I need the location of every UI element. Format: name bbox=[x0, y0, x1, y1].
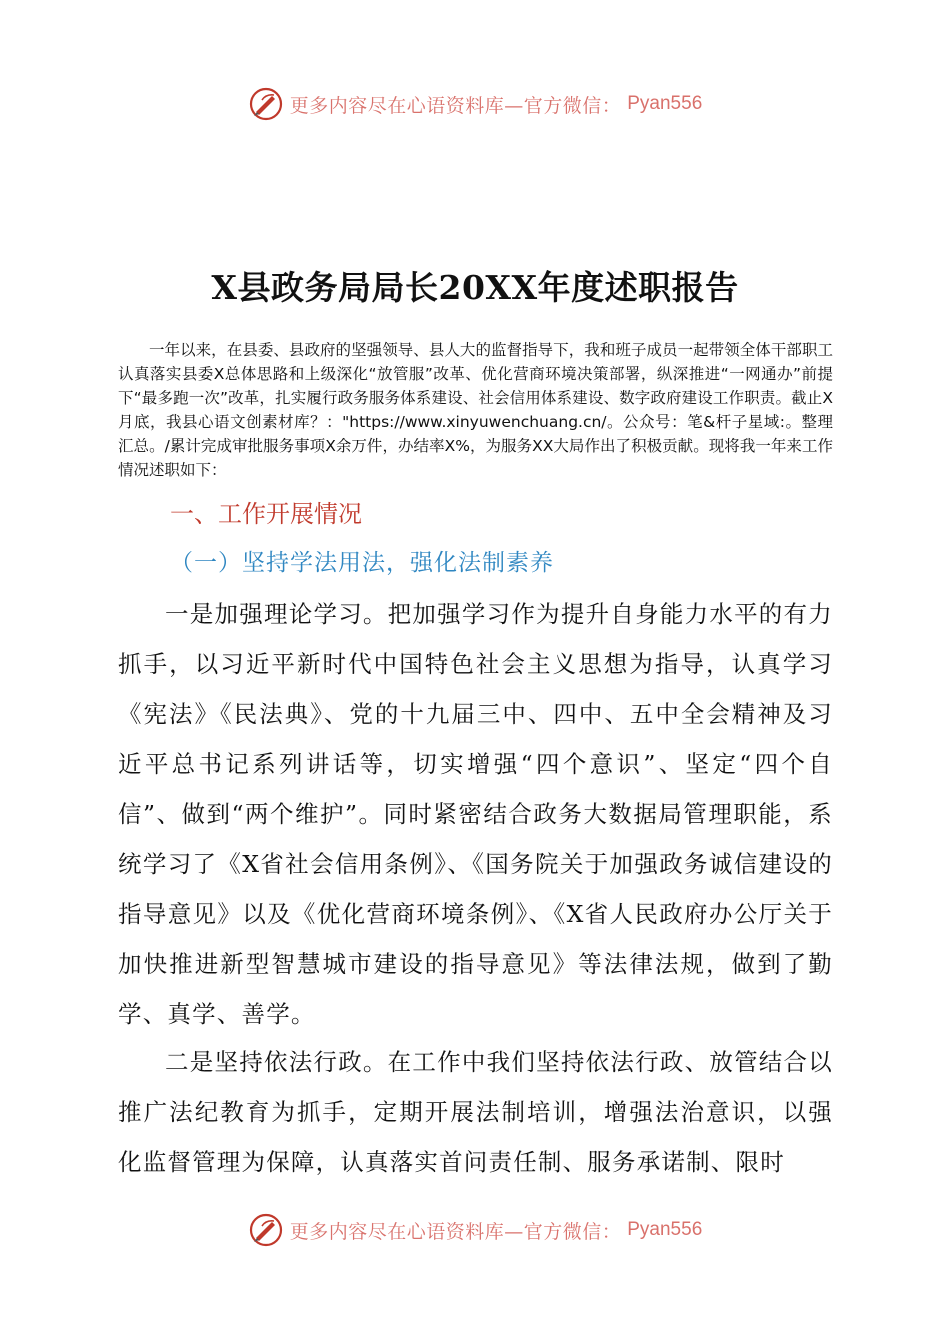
banner-wechat-id: Pyan556 bbox=[627, 1219, 703, 1240]
banner-wechat-id: Pyan556 bbox=[627, 93, 703, 114]
body-paragraph-1: 一是加强理论学习。把加强学习作为提升自身能力水平的有力抓手，以习近平新时代中国特色社会主义思想为指导，认真学习《宪法》《民法典》、党的十九届三中、四中、五中全会精神及习近平总书记系列讲话等，切实增强“四个意识”、坚定“四个自信”、做到“两个维护”。同时紧密结合政务大数据局管理职能，系统学习了《X省社会信用条例》、《国务院关于加强政务诚信建设的指导意见》以及《优化营商环境条例》、《X省人民政府办公厅关于加快推进新型智慧城市建设的指导意见》等法律法规，做到了勤学、真学、善学。 bbox=[118, 600, 833, 1028]
intro-paragraph: 一年以来，在县委、县政府的坚强领导、县人大的监督指导下，我和班子成员一起带领全体干部职工认真落实县委X总体思路和上级深化“放管服”改革、优化营商环境决策部署，纵深推进“一网通办”前提下“最多跑一次”改革，扎实履行政务服务体系建设、社会信用体系建设、数字政府建设工作职责。截止X月底，我县心语文创素材库？："https://www.xinyuwenchuang.cn/。公众号：笔&杆子星域:。整理汇总。/累计完成审批服务事项X余万件，办结率X%，为服务XX大局作出了积极贡献。现将我一年来工作情况述职如下： bbox=[118, 341, 833, 479]
banner-text: 更多内容尽在心语资料库—官方微信： bbox=[289, 94, 622, 117]
subsection-heading: （一）坚持学法用法，强化法制素养 bbox=[170, 550, 554, 576]
header-watermark-banner bbox=[0, 84, 950, 124]
document-title: X县政务局局长20XX年度述职报告 bbox=[211, 268, 739, 307]
section-heading: 一、工作开展情况 bbox=[170, 500, 362, 528]
pen-logo-icon bbox=[248, 86, 284, 122]
banner-text: 更多内容尽在心语资料库—官方微信： bbox=[289, 1220, 622, 1243]
pen-logo-icon bbox=[248, 1212, 284, 1248]
footer-watermark-banner bbox=[0, 1210, 950, 1250]
body-paragraph-2: 二是坚持依法行政。在工作中我们坚持依法行政、放管结合以推广法纪教育为抓手，定期开展法制培训，增强法治意识，以强化监督管理为保障，认真落实首问责任制、服务承诺制、限时 bbox=[118, 1048, 833, 1176]
